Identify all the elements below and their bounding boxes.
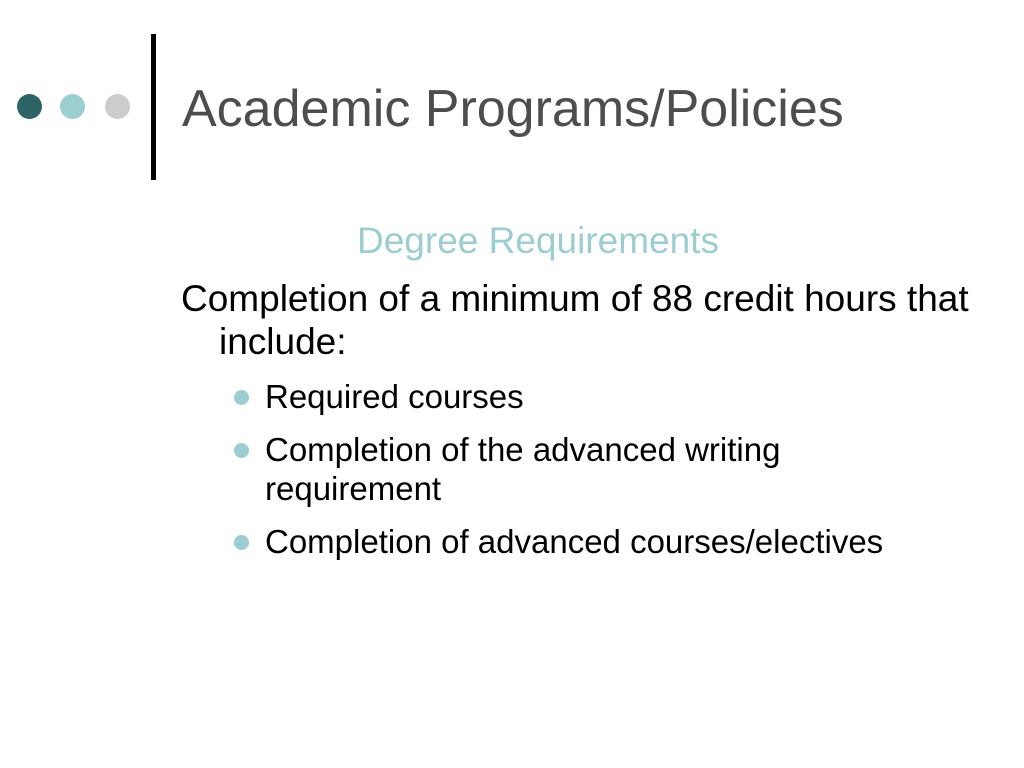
light-teal-dot-icon bbox=[60, 94, 85, 119]
dark-teal-dot-icon bbox=[17, 94, 42, 119]
list-item-text: Completion of the advanced writing requirement bbox=[265, 431, 781, 507]
list-item bbox=[234, 430, 954, 508]
slide-title: Academic Programs/Policies bbox=[182, 80, 844, 138]
list-item-text: Completion of advanced courses/electives bbox=[265, 523, 884, 560]
slide-subtitle: Degree Requirements bbox=[357, 220, 719, 261]
title-divider bbox=[151, 34, 156, 180]
list-item bbox=[234, 522, 954, 561]
bullet-dot-icon bbox=[234, 535, 249, 550]
gray-dot-icon bbox=[105, 94, 130, 119]
bullet-dot-icon bbox=[234, 443, 249, 458]
sub-bullet-list bbox=[234, 377, 954, 575]
list-item-text: Required courses bbox=[265, 378, 524, 415]
bullet-dot-icon bbox=[234, 390, 249, 405]
list-item bbox=[234, 377, 954, 416]
main-bullet-text: Completion of a minimum of 88 credit hours that include: bbox=[181, 278, 969, 362]
